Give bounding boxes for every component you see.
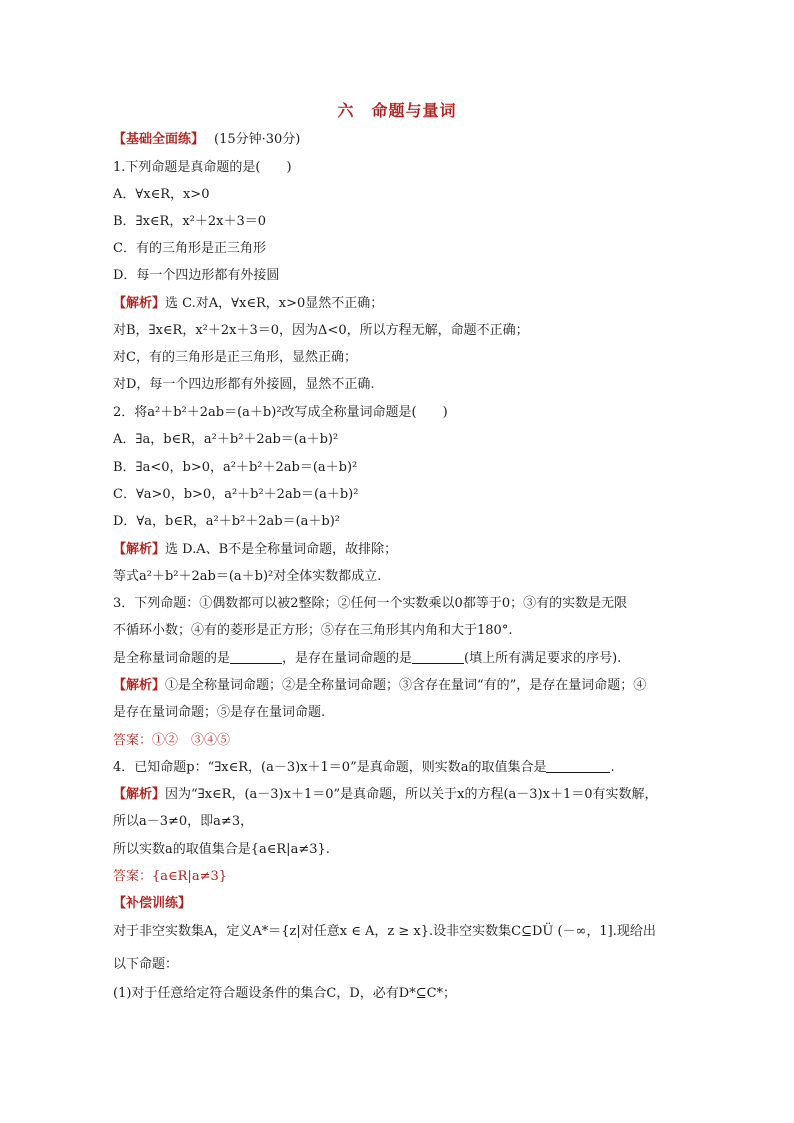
q3-fill-text: ，是存在量词命题的是 <box>282 651 413 666</box>
analysis-text: ①是全称量词命题；②是全称量词命题；③含存在量词“有的”，是存在量词命题；④ <box>165 678 647 693</box>
section2-text: 对于非空实数集A，定义A*＝{z|对任意x ∈ A，z ≥ x}.设非空实数集C⊆DÜ (－∞，1].现给出 <box>113 924 656 939</box>
answer-blank[interactable] <box>230 651 282 664</box>
q4-answer: 答案：{a∈R|a≠3} <box>113 869 227 884</box>
q1-option-c: C．有的三角形是正三角形 <box>113 241 266 256</box>
q1-option-b: B．∃x∈R，x²＋2x＋3＝0 <box>113 214 267 229</box>
q3-fill-text: 是全称量词命题的是 <box>113 651 231 666</box>
analysis-text: 因为“∃x∈R，(a－3)x＋1＝0”是真命题，所以关于x的方程(a－3)x＋1＝0有实数解， <box>165 787 658 802</box>
q3-fill-line <box>113 650 693 668</box>
analysis-text: 选 D.A、B不是全称量词命题，故排除； <box>165 542 398 557</box>
q3-stem: 不循环小数；④有的菱形是正方形；⑤存在三角形其内角和大于180°. <box>113 623 513 638</box>
q2-option-b: B．∃a<0，b>0，a²＋b²＋2ab＝(a＋b)² <box>113 460 358 475</box>
q3-analysis-line <box>113 677 693 695</box>
q2-stem: 2．将a²＋b²＋2ab＝(a＋b)²改写成全称量词命题是( ) <box>113 405 448 420</box>
q2-analysis-line: 等式a²＋b²＋2ab＝(a＋b)²对全体实数都成立. <box>113 569 382 584</box>
q4-analysis-line <box>113 786 693 804</box>
q1-option-d: D．每一个四边形都有外接圆 <box>113 268 280 283</box>
page-title: 六 命题与量词 <box>337 101 457 120</box>
analysis-tag: 【解析】 <box>113 787 166 802</box>
analysis-tag: 【解析】 <box>113 542 166 557</box>
section-tag: 【补偿训练】 <box>113 896 192 911</box>
q4-stem <box>113 759 693 777</box>
q4-analysis-line: 所以实数a的取值集合是{a∈R|a≠3}. <box>113 842 330 857</box>
q2-option-c: C．∀a>0，b>0，a²＋b²＋2ab＝(a＋b)² <box>113 487 359 502</box>
q3-fill-text: (填上所有满足要求的序号). <box>464 651 622 666</box>
q1-option-a: A．∀x∈R，x>0 <box>113 187 210 202</box>
q3-answer: 答案：①② ③④⑤ <box>113 733 231 748</box>
analysis-tag: 【解析】 <box>113 678 166 693</box>
section-meta: (15分钟·30分) <box>214 132 301 147</box>
q1-stem: 1.下列命题是真命题的是( ) <box>113 160 292 175</box>
analysis-text: 选 C.对A，∀x∈R，x>0显然不正确； <box>165 296 384 311</box>
section2-text: (1)对于任意给定符合题设条件的集合C，D，必有D*⊆C*； <box>113 986 457 1001</box>
q2-analysis-line <box>113 541 693 559</box>
q3-stem: 3．下列命题：①偶数都可以被2整除；②任何一个实数乘以0都等于0；③有的实数是无限 <box>113 596 628 611</box>
section-header-compensation <box>113 895 693 913</box>
q1-analysis-line: 对D，每一个四边形都有外接圆，显然不正确. <box>113 377 375 392</box>
section-header-basic <box>113 131 693 149</box>
section2-text: 以下命题： <box>113 957 179 972</box>
answer-blank[interactable] <box>412 651 464 664</box>
analysis-tag: 【解析】 <box>113 296 166 311</box>
q2-option-a: A．∃a，b∈R，a²＋b²＋2ab＝(a＋b)² <box>113 432 339 447</box>
q1-analysis-line <box>113 295 693 313</box>
q2-option-d: D．∀a，b∈R，a²＋b²＋2ab＝(a＋b)² <box>113 514 341 529</box>
q3-analysis-line: 是存在量词命题；⑤是存在量词命题. <box>113 705 326 720</box>
q4-stem-end: . <box>610 760 615 775</box>
q1-analysis-line: 对C，有的三角形是正三角形，显然正确； <box>113 350 357 365</box>
answer-blank[interactable] <box>546 760 610 773</box>
q1-analysis-line: 对B，∃x∈R，x²＋2x＋3＝0，因为Δ<0，所以方程无解，命题不正确； <box>113 323 529 338</box>
q4-stem-text: 4．已知命题p：“∃x∈R，(a－3)x＋1＝0”是真命题，则实数a的取值集合是 <box>113 760 547 775</box>
section-tag: 【基础全面练】 <box>113 132 205 147</box>
q4-analysis-line: 所以a－3≠0，即a≠3， <box>113 814 254 829</box>
